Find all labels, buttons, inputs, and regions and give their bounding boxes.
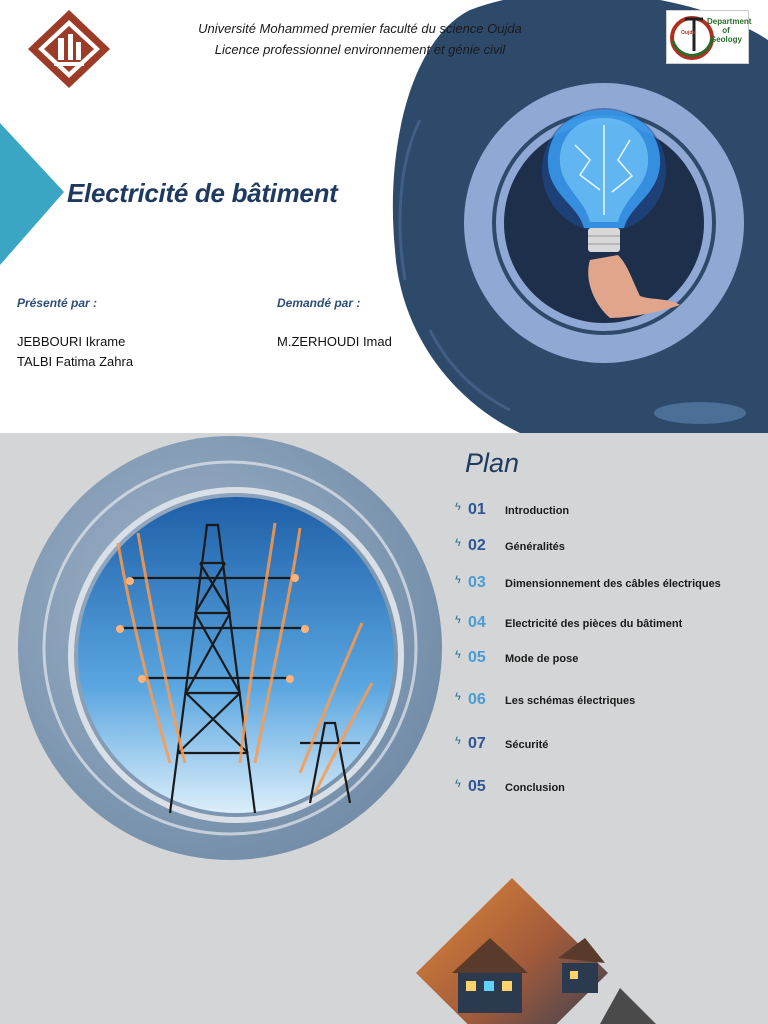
plan-item-label: Généralités bbox=[505, 541, 565, 553]
presentation-title: Electricité de bâtiment bbox=[67, 178, 338, 208]
university-logo bbox=[26, 8, 112, 90]
plan-title: Plan bbox=[465, 448, 520, 478]
presenter-name: TALBI Fatima Zahra bbox=[17, 354, 134, 369]
lightning-bolt-icon: ϟ bbox=[455, 614, 461, 626]
plan-item-number: 01 bbox=[468, 501, 486, 518]
lightning-bolt-icon: ϟ bbox=[455, 778, 461, 790]
university-header bbox=[150, 18, 570, 60]
plan-item-label: Introduction bbox=[505, 505, 570, 517]
plan-item-number: 05 bbox=[468, 649, 486, 666]
plan-slide-decoration bbox=[0, 433, 768, 1024]
plan-item-number: 04 bbox=[468, 614, 486, 631]
lightning-bolt-icon: ϟ bbox=[455, 735, 461, 747]
plan-item-number: 05 bbox=[468, 778, 486, 795]
presenters-list bbox=[17, 332, 133, 372]
presenter-name: JEBBOURI Ikrame bbox=[17, 334, 126, 349]
lightning-bolt-icon: ϟ bbox=[455, 537, 461, 549]
requested-by-label: Demandé par : bbox=[277, 296, 361, 310]
header-line-1: Université Mohammed premier faculté du science Oujda bbox=[198, 21, 522, 36]
plan-item-label: Sécurité bbox=[505, 739, 549, 751]
supervisor-name: M.ZERHOUDI Imad bbox=[277, 334, 392, 349]
plan-item-label: Electricité des pièces du bâtiment bbox=[505, 618, 683, 630]
supervisor-list bbox=[277, 332, 392, 352]
plan-item-number: 03 bbox=[468, 574, 486, 591]
plan-item-number: 06 bbox=[468, 691, 486, 708]
plan-item-number: 02 bbox=[468, 537, 486, 554]
plan-item-label: Les schémas électriques bbox=[505, 695, 636, 707]
ellipse-decoration bbox=[654, 402, 746, 424]
power-lines-photo bbox=[78, 497, 394, 813]
lightning-bolt-icon: ϟ bbox=[455, 501, 461, 513]
lightning-bolt-icon: ϟ bbox=[455, 649, 461, 661]
plan-slide bbox=[0, 433, 768, 1024]
lightning-bolt-icon: ϟ bbox=[455, 691, 461, 703]
logo-city-text: Oujda bbox=[681, 30, 696, 36]
presented-by-label: Présenté par : bbox=[17, 296, 98, 310]
house-photo-diamond bbox=[416, 878, 608, 1024]
department-of-geology-logo bbox=[666, 10, 752, 64]
lightning-bolt-icon: ϟ bbox=[455, 574, 461, 586]
dark-diamond-decoration bbox=[600, 988, 660, 1024]
plan-item-number: 07 bbox=[468, 735, 486, 752]
teal-arrow-shape bbox=[0, 123, 64, 265]
logo-department-text: Department of Geology bbox=[707, 17, 752, 44]
plan-item-label: Conclusion bbox=[505, 782, 565, 794]
title-slide bbox=[0, 0, 768, 433]
plan-item-label: Mode de pose bbox=[505, 653, 579, 665]
header-line-2: Licence professionnel environnement et génie civil bbox=[214, 42, 506, 57]
plan-item-label: Dimensionnement des câbles électriques bbox=[505, 578, 721, 590]
